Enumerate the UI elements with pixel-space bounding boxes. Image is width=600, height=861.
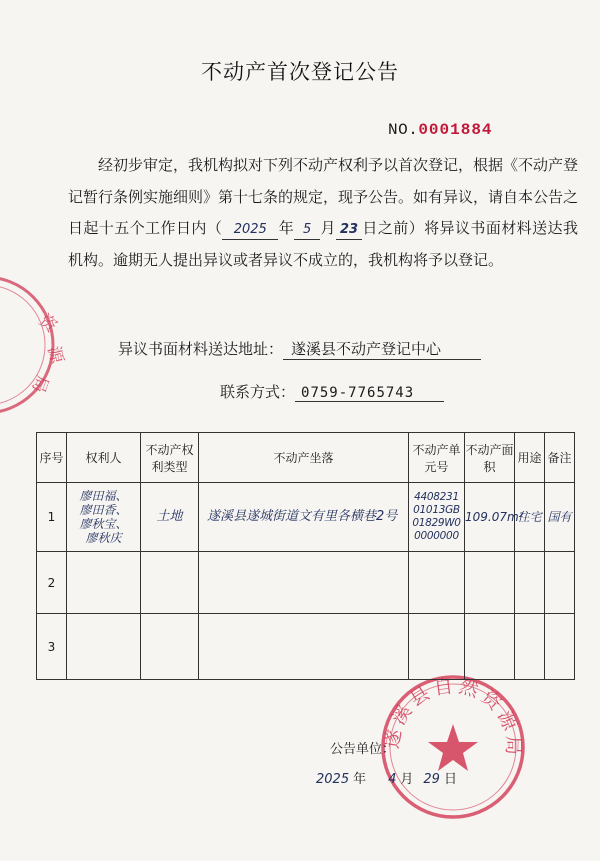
date-month-unit: 月 [400, 772, 414, 787]
registration-table [36, 432, 575, 680]
address-value: 遂溪县不动产登记中心 [283, 338, 481, 360]
deadline-year: 2025 [222, 221, 278, 240]
row-unit-no: 440823101013GB01829W00000000 [409, 483, 465, 552]
row-holders [67, 483, 141, 552]
date-year: 2025 [316, 772, 350, 787]
holder-name: 廖秋宝、 [79, 517, 128, 531]
svg-text:源: 源 [43, 344, 67, 366]
serial-number [388, 121, 493, 139]
date-month: 4 [388, 772, 397, 787]
row-right-type: 土地 [141, 483, 199, 552]
deadline-day-suffix: 日之前） [361, 219, 425, 237]
header-holder: 权利人 [67, 433, 141, 483]
row-remarks: 国有 [545, 483, 575, 552]
star-icon [428, 724, 478, 771]
body-part-1: 经初步审定，我机构拟对下列不动产权利予以首次登记，根据《不动产登记暂行条例实施细则》第十七条的规定，现予公告。如有异议，请自本公告之日起十五个工作日内（ [68, 156, 579, 237]
seal-text: 遂溪县自然资源局 [381, 674, 525, 759]
serial-value: 0001884 [418, 121, 493, 139]
header-location: 不动产坐落 [199, 433, 409, 483]
holder-name: 廖秋庆 [85, 531, 122, 545]
svg-text:资: 资 [34, 310, 61, 337]
table-row [37, 552, 575, 614]
deadline-month-unit: 月 [320, 219, 336, 237]
row-area: 109.07m² [465, 483, 515, 552]
row-seq: 3 [37, 614, 67, 680]
table-row [37, 614, 575, 680]
header-seq: 序号 [37, 433, 67, 483]
row-location: 遂溪县遂城街道文有里各横巷2号 [199, 483, 409, 552]
header-remarks: 备注 [545, 433, 575, 483]
issue-date [316, 768, 457, 787]
svg-text:局: 局 [27, 372, 53, 396]
table-header-row [37, 433, 575, 483]
table-row [37, 483, 575, 552]
header-unit-no: 不动产单元号 [409, 433, 465, 483]
body-part-2: 将异议书面材料送达我机构。逾期无人提出异议或者异议不成立的，我机构将予以登记。 [68, 219, 578, 269]
date-day-unit: 日 [443, 772, 457, 787]
header-usage: 用途 [515, 433, 545, 483]
date-year-unit: 年 [353, 772, 367, 787]
contact-value: 0759-7765743 [295, 385, 444, 402]
row-usage: 住宅 [515, 483, 545, 552]
deadline-day: 23 [336, 221, 362, 240]
header-right-type: 不动产权利类型 [141, 433, 199, 483]
address-label: 异议书面材料送达地址： [118, 340, 284, 358]
issuer-label: 公告单位： [330, 742, 396, 757]
partial-seal-left [0, 270, 67, 420]
serial-prefix: NO. [388, 121, 419, 139]
official-seal [378, 672, 528, 822]
row-seq: 1 [37, 483, 67, 552]
contact-row [220, 381, 444, 402]
row-seq: 2 [37, 552, 67, 614]
date-day: 29 [423, 772, 440, 787]
header-area: 不动产面积 [465, 433, 515, 483]
holder-name: 廖田香、 [79, 503, 128, 517]
deadline-year-unit: 年 [278, 219, 295, 237]
deadline-month: 5 [294, 221, 320, 240]
holder-name: 廖田福、 [79, 489, 128, 503]
address-row [118, 338, 481, 360]
page-title: 不动产首次登记公告 [201, 60, 399, 84]
contact-label: 联系方式： [220, 383, 296, 401]
announcement-body [68, 150, 578, 276]
